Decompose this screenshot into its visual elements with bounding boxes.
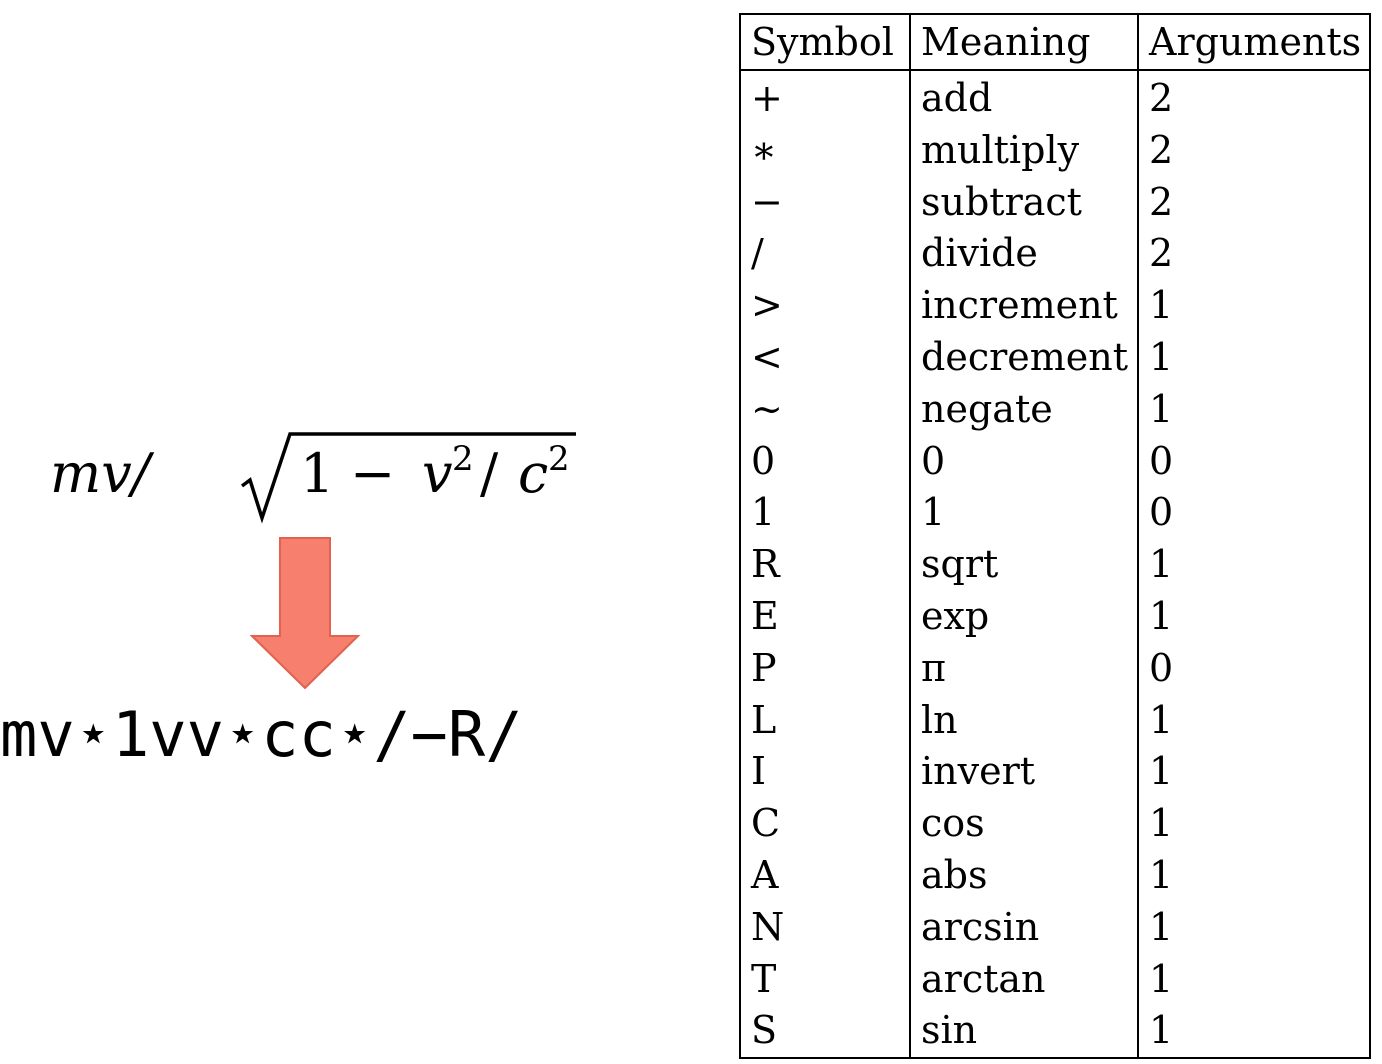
table-row [740, 902, 1370, 954]
cell-arguments: 1 [1138, 695, 1370, 747]
rpn-encoding: mv⋆1vv⋆cc⋆/−R/ [0, 698, 523, 771]
cell-arguments: 1 [1138, 384, 1370, 436]
cell-symbol: > [740, 280, 910, 332]
table-row [740, 487, 1370, 539]
cell-symbol: T [740, 954, 910, 1006]
table-row [740, 125, 1370, 177]
formula-prefix: mv/ [50, 442, 150, 505]
radicand-v-exponent: 2 [452, 439, 474, 479]
cell-symbol: ∼ [740, 384, 910, 436]
table-row [740, 280, 1370, 332]
cell-meaning: negate [910, 384, 1138, 436]
cell-symbol: S [740, 1005, 910, 1058]
cell-meaning: invert [910, 746, 1138, 798]
cell-meaning: sin [910, 1005, 1138, 1058]
cell-arguments: 1 [1138, 954, 1370, 1006]
radicand-v: v [422, 442, 453, 505]
table-row [740, 643, 1370, 695]
header-arguments: Arguments [1138, 14, 1370, 70]
cell-arguments: 0 [1138, 487, 1370, 539]
cell-arguments: 1 [1138, 1005, 1370, 1058]
cell-meaning: multiply [910, 125, 1138, 177]
cell-meaning: arctan [910, 954, 1138, 1006]
cell-symbol: ∗ [740, 125, 910, 177]
radicand-minus: − [350, 442, 396, 505]
header-symbol: Symbol [740, 14, 910, 70]
cell-meaning: sqrt [910, 539, 1138, 591]
cell-meaning: arcsin [910, 902, 1138, 954]
table-row [740, 332, 1370, 384]
table-row [740, 695, 1370, 747]
cell-arguments: 1 [1138, 746, 1370, 798]
radicand-c: c [518, 442, 549, 505]
cell-meaning: subtract [910, 177, 1138, 229]
cell-symbol: C [740, 798, 910, 850]
cell-meaning: 1 [910, 487, 1138, 539]
table-row [740, 850, 1370, 902]
cell-meaning: increment [910, 280, 1138, 332]
cell-arguments: 1 [1138, 539, 1370, 591]
cell-arguments: 1 [1138, 332, 1370, 384]
table-row [740, 177, 1370, 229]
table-row [740, 70, 1370, 125]
cell-symbol: I [740, 746, 910, 798]
radicand-c-exponent: 2 [548, 439, 570, 479]
cell-meaning: exp [910, 591, 1138, 643]
cell-meaning: abs [910, 850, 1138, 902]
down-arrow-icon [250, 536, 362, 692]
cell-symbol: 1 [740, 487, 910, 539]
cell-meaning: add [910, 70, 1138, 125]
table-row [740, 539, 1370, 591]
cell-meaning: π [910, 643, 1138, 695]
cell-meaning: 0 [910, 436, 1138, 488]
cell-meaning: ln [910, 695, 1138, 747]
table-row [740, 746, 1370, 798]
table-body [740, 70, 1370, 1058]
cell-arguments: 1 [1138, 798, 1370, 850]
table-row [740, 228, 1370, 280]
cell-symbol: / [740, 228, 910, 280]
table-row [740, 384, 1370, 436]
cell-meaning: decrement [910, 332, 1138, 384]
cell-arguments: 1 [1138, 902, 1370, 954]
cell-symbol: E [740, 591, 910, 643]
cell-arguments: 1 [1138, 591, 1370, 643]
cell-arguments: 0 [1138, 643, 1370, 695]
cell-symbol: L [740, 695, 910, 747]
cell-symbol: + [740, 70, 910, 125]
cell-symbol: A [740, 850, 910, 902]
cell-symbol: P [740, 643, 910, 695]
operator-table [739, 13, 1371, 1059]
cell-arguments: 2 [1138, 228, 1370, 280]
radicand-one: 1 [300, 442, 335, 505]
cell-symbol: 0 [740, 436, 910, 488]
cell-arguments: 1 [1138, 280, 1370, 332]
cell-symbol: − [740, 177, 910, 229]
cell-arguments: 0 [1138, 436, 1370, 488]
cell-arguments: 2 [1138, 70, 1370, 125]
cell-arguments: 2 [1138, 177, 1370, 229]
cell-meaning: cos [910, 798, 1138, 850]
table-row [740, 436, 1370, 488]
cell-symbol: N [740, 902, 910, 954]
radicand-slash: / [480, 442, 499, 505]
cell-symbol: R [740, 539, 910, 591]
header-meaning: Meaning [910, 14, 1138, 70]
table-row [740, 591, 1370, 643]
table-header-row [740, 14, 1370, 70]
cell-arguments: 2 [1138, 125, 1370, 177]
cell-arguments: 1 [1138, 850, 1370, 902]
cell-symbol: < [740, 332, 910, 384]
table-row [740, 798, 1370, 850]
table-row [740, 1005, 1370, 1058]
table-row [740, 954, 1370, 1006]
cell-meaning: divide [910, 228, 1138, 280]
